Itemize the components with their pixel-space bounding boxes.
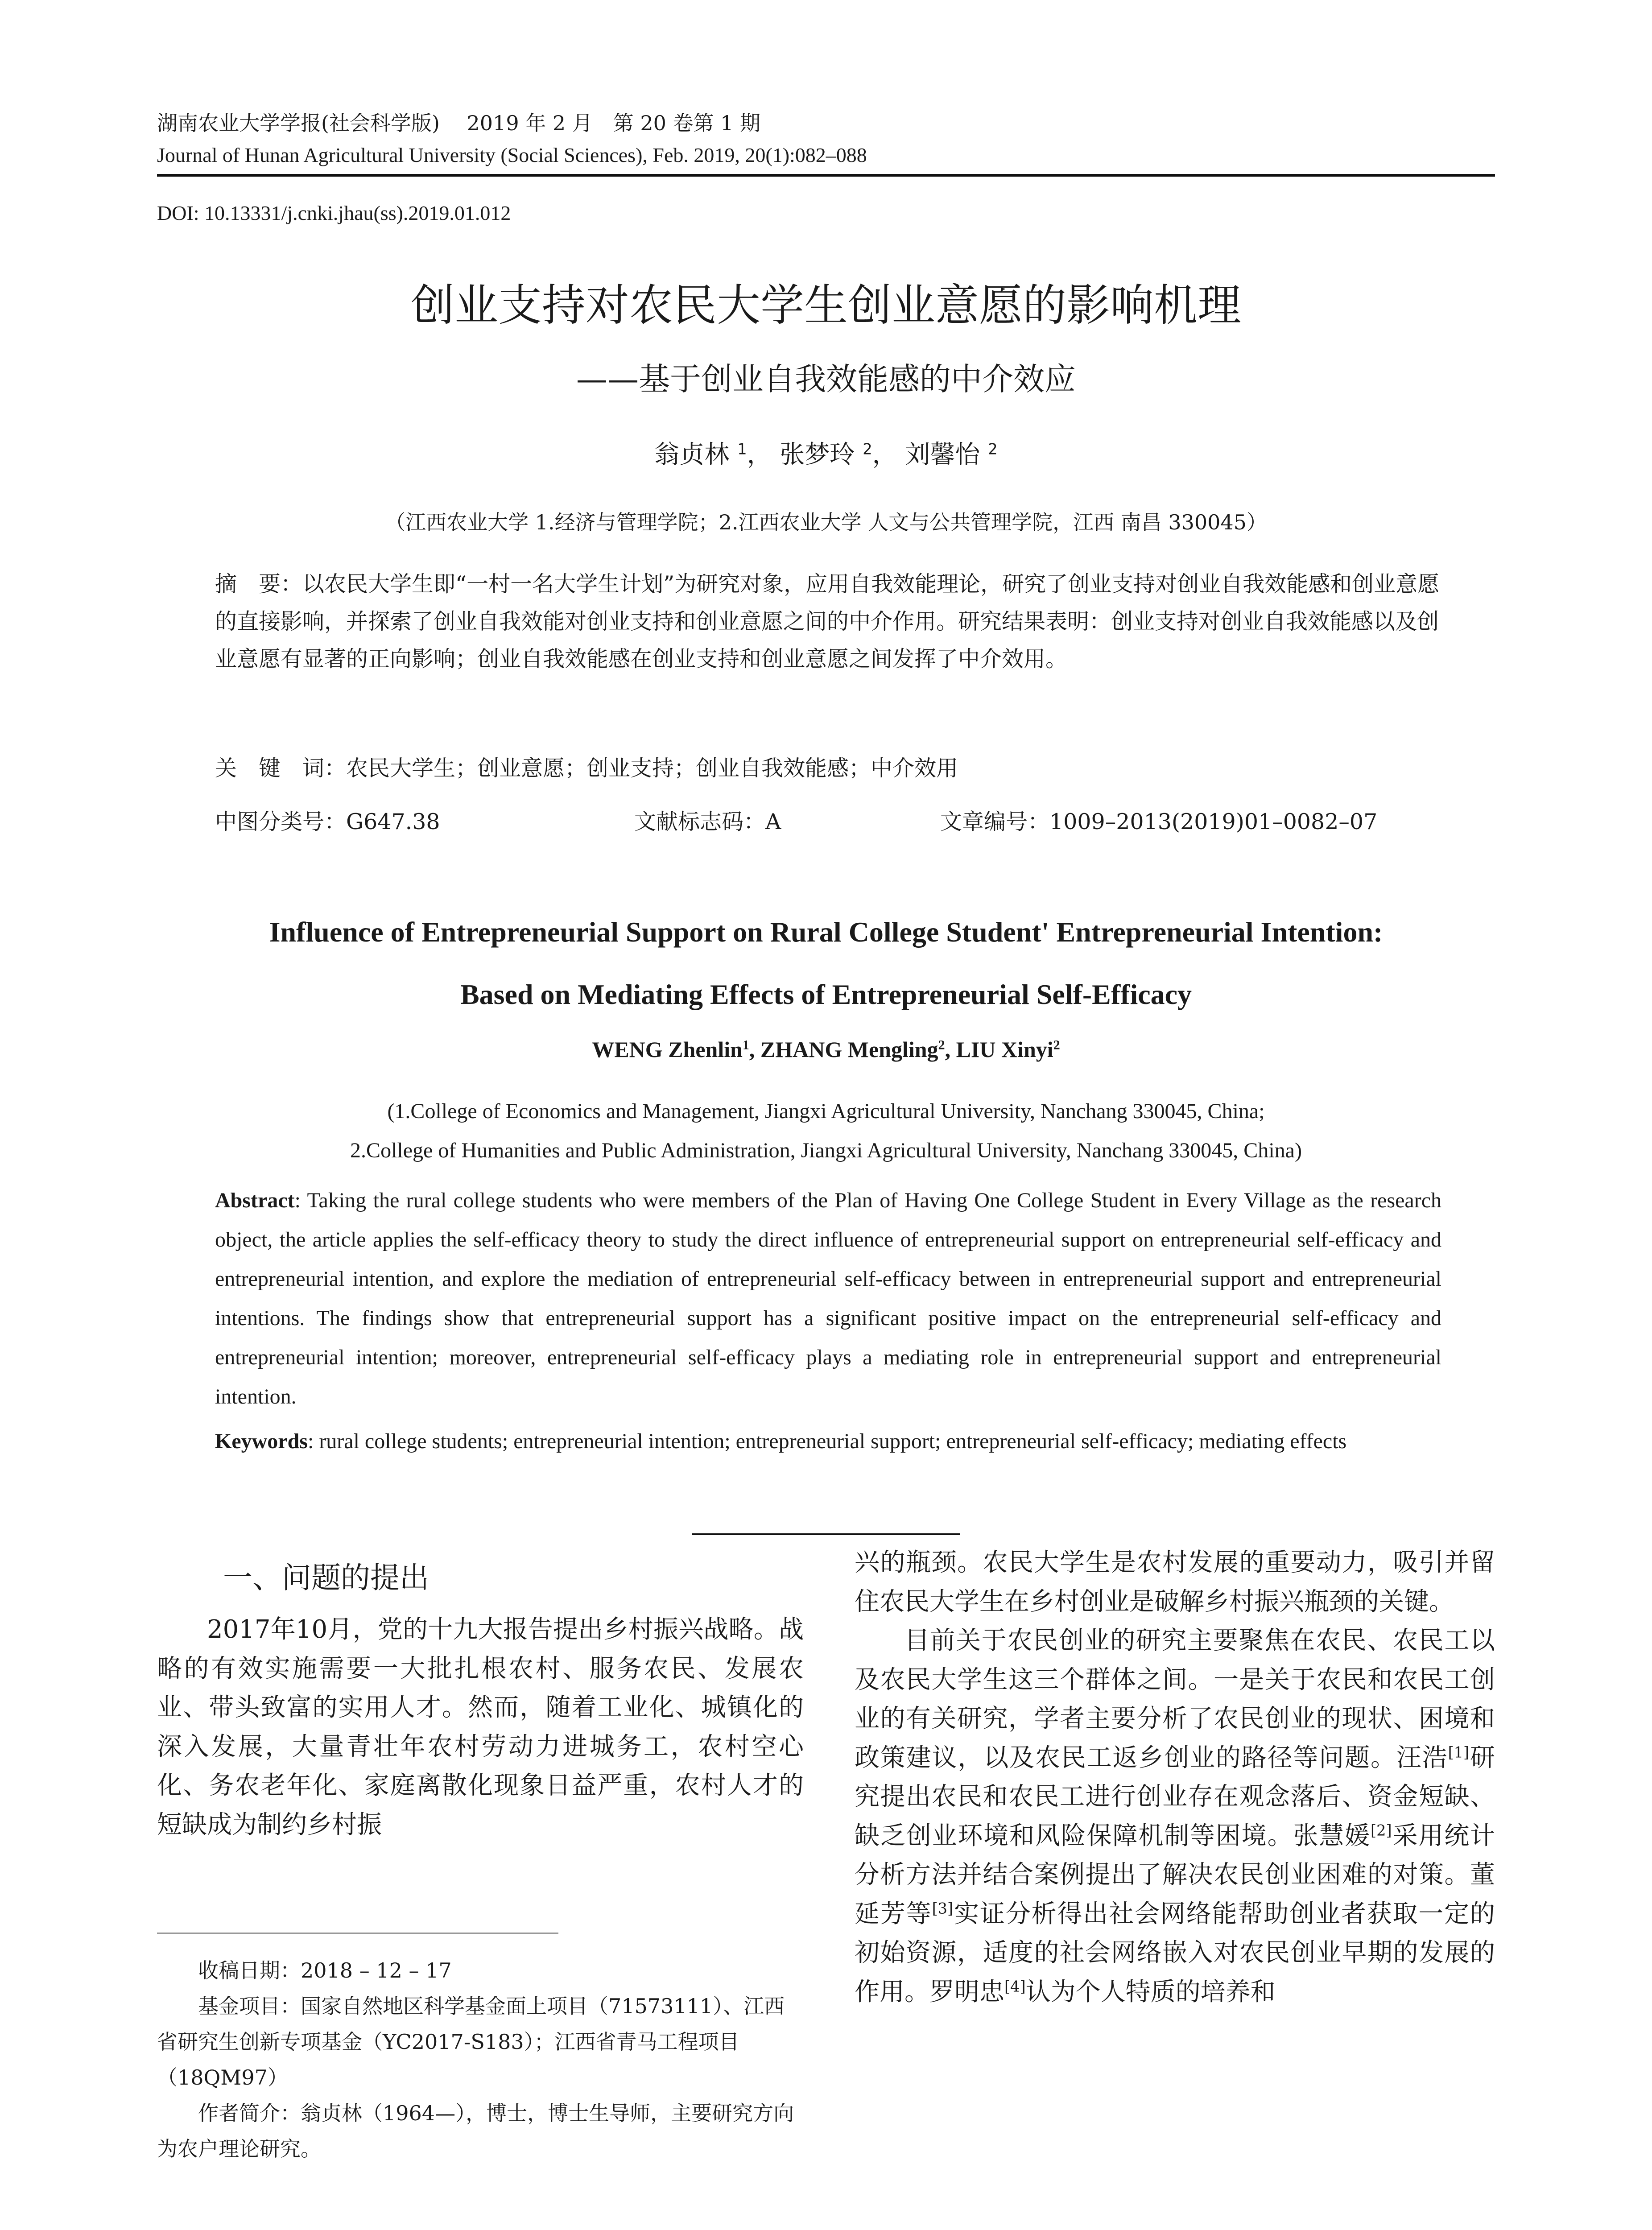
citation-mark: [4] xyxy=(1004,1977,1026,1995)
citation-mark: [3] xyxy=(932,1899,954,1917)
abstract-en xyxy=(215,1181,1441,1416)
abstract-label-en: Abstract xyxy=(215,1189,295,1212)
keywords-en xyxy=(215,1422,1441,1461)
keywords-text-en: : rural college students; entrepreneurial intention; entrepreneurial support; entrepreneurial self-efficacy; mediating effects xyxy=(307,1429,1347,1453)
paragraph-text: 实证分析得出社会网络能帮助创业者获取一定的初始资源，适度的社会网络嵌入对农民创业早期的发展的作用。罗明忠 xyxy=(855,1899,1495,2007)
title-en-line: Influence of Entrepreneurial Support on Rural College Student' Entrepreneurial Intention: xyxy=(269,916,1383,948)
keywords-text-cn: 农民大学生；创业意愿；创业支持；创业自我效能感；中介效用 xyxy=(346,756,958,781)
footnote-text: 翁贞林（1964—），博士，博士生导师，主要研究方向为农户理论研究。 xyxy=(157,2101,794,2161)
author-name: ZHANG Mengling xyxy=(760,1037,938,1062)
author-affil-mark: 2 xyxy=(863,440,872,458)
classification-row xyxy=(215,806,1441,838)
author-affil-mark: 2 xyxy=(1053,1037,1060,1053)
affiliation-en-line: (1.College of Economics and Management, Jiangxi Agricultural University, Nanchang 330045, China; xyxy=(387,1099,1265,1123)
author-separator: , xyxy=(749,1037,760,1062)
paragraph-text: 研究提出农民和农民工进行创业存在观念落后、资金短缺、缺乏创业环境和风险保障机制等困境。张慧媛 xyxy=(855,1743,1495,1850)
affiliation-en xyxy=(157,1092,1495,1170)
abstract-text-en: : Taking the rural college students who were members of the Plan of Having One College Student in Every Village as the research object, the article applies the self-efficacy theory to study the direct influence of entrepreneurial support on entrepreneurial self-efficacy and entrepreneurial intention, and explore the mediation of entrepreneurial self-efficacy between in entrepreneurial support and entrepreneurial intentions. The findings show that entrepreneurial support has a significant positive impact on the entrepreneurial self-efficacy and entrepreneurial intention; moreover, entrepreneurial self-efficacy plays a mediating role in entrepreneurial support and entrepreneurial intention. xyxy=(215,1189,1441,1408)
paragraph-text: 认为个人特质的培养和 xyxy=(1025,1977,1276,2007)
footnote-text: 2018 – 12 – 17 xyxy=(301,1958,452,1982)
abstract-label-cn: 摘 要： xyxy=(215,571,303,597)
author-affil-mark: 1 xyxy=(737,440,747,458)
body-paragraph: 2017年10月，党的十九大报告提出乡村振兴战略。战略的有效实施需要一大批扎根农村、服务农民、发展农业、带头致富的实用人才。然而，随着工业化、城镇化的深入发展，大量青壮年农村劳动力进城务工，农村空心化、务农老年化、家庭离散化现象日益严重，农村人才的短缺成为制约乡村振 xyxy=(157,1615,804,1839)
footnote-text: 国家自然地区科学基金面上项目（71573111）、江西省研究生创新专项基金（YC2017-S183）；江西省青马工程项目（18QM97） xyxy=(157,1994,785,2090)
title-en xyxy=(157,901,1495,1026)
paragraph-text: 采用统计分析方法并结合案例提出了解决农民创业困难的对策。董延芳等 xyxy=(855,1821,1495,1929)
citation-mark: [1] xyxy=(1448,1743,1470,1761)
author-separator: ， xyxy=(747,440,772,469)
footnote-rule xyxy=(157,1933,558,1934)
article-value: 1009–2013(2019)01–0082–07 xyxy=(1049,809,1378,834)
paragraph-text: 目前关于农民创业的研究主要聚焦在农民、农民工以及农民大学生这三个群体之间。一是关于农民和农民工创业的有关研究，学者主要分析了农民创业的现状、困境和政策建议，以及农民工返乡创业的路径等问题。汪浩 xyxy=(855,1626,1495,1772)
doc-label: 文献标志码： xyxy=(634,809,766,834)
author-name: 刘馨怡 xyxy=(905,440,980,469)
section-heading: 一、问题的提出 xyxy=(223,1561,429,1595)
footnote-label: 基金项目： xyxy=(198,1994,301,2018)
clc-number xyxy=(215,806,440,838)
doi: DOI: 10.13331/j.cnki.jhau(ss).2019.01.012 xyxy=(157,202,511,224)
footnote-label: 作者简介： xyxy=(198,2101,301,2125)
author-affil-mark: 1 xyxy=(742,1037,749,1053)
keywords-label-cn: 关 键 词： xyxy=(215,756,347,781)
author-name: 翁贞林 xyxy=(654,440,730,469)
author-name: WENG Zhenlin xyxy=(592,1037,743,1062)
abstract-text-cn: 以农民大学生即“一村一名大学生计划”为研究对象，应用自我效能理论，研究了创业支持对创业自我效能感和创业意愿的直接影响，并探索了创业自我效能对创业支持和创业意愿之间的中介作用。研究结果表明：创业支持对创业自我效能感以及创业意愿有显著的正向影响；创业自我效能感在创业支持和创业意愿之间发挥了中介效用。 xyxy=(215,571,1440,672)
author-affil-mark: 2 xyxy=(988,440,998,458)
section-divider xyxy=(692,1533,960,1535)
title-en-line: Based on Mediating Effects of Entrepreneurial Self-Efficacy xyxy=(460,979,1192,1010)
body-column-left xyxy=(157,1610,804,1844)
authors-en xyxy=(157,1034,1495,1065)
body-paragraph-continued: 兴的瓶颈。农民大学生是农村发展的重要动力，吸引并留住农民大学生在乡村创业是破解乡村振兴瓶颈的关键。 xyxy=(855,1548,1495,1616)
affiliation-cn: （江西农业大学 1.经济与管理学院；2.江西农业大学 人文与公共管理学院，江西 南昌 330045） xyxy=(385,510,1267,534)
body-column-right xyxy=(855,1543,1495,2011)
title-cn: 创业支持对农民大学生创业意愿的影响机理 xyxy=(410,280,1241,331)
body-paragraph xyxy=(855,1621,1495,2011)
author-affil-mark: 2 xyxy=(938,1037,945,1053)
document-code xyxy=(634,806,781,838)
clc-label: 中图分类号： xyxy=(215,809,347,834)
affiliation-en-line: 2.College of Humanities and Public Administration, Jiangxi Agricultural University, Nanchang 330045, China) xyxy=(350,1139,1302,1162)
author-separator: , xyxy=(945,1037,956,1062)
article-label: 文章编号： xyxy=(940,809,1050,834)
footnote-fund xyxy=(157,1988,804,2095)
journal-header-en: Journal of Hunan Agricultural University (Social Sciences), Feb. 2019, 20(1):082–088 xyxy=(157,144,867,166)
citation-mark: [2] xyxy=(1371,1821,1392,1839)
author-name: 张梦玲 xyxy=(780,440,855,469)
clc-value: G647.38 xyxy=(346,809,440,834)
author-separator: ， xyxy=(872,440,897,469)
footnote-label: 收稿日期： xyxy=(198,1958,301,1982)
footnotes xyxy=(157,1953,804,2167)
journal-header-cn: 湖南农业大学学报(社会科学版) 2019 年 2 月 第 20 卷第 1 期 xyxy=(157,111,761,135)
author-name: LIU Xinyi xyxy=(956,1037,1053,1062)
doc-value: A xyxy=(765,809,781,834)
keywords-label-en: Keywords xyxy=(215,1429,308,1453)
header-rule xyxy=(157,174,1495,177)
subtitle-cn: ——基于创业自我效能感的中介效应 xyxy=(576,361,1076,397)
footnote-author xyxy=(157,2095,804,2167)
keywords-cn xyxy=(215,753,1441,784)
footnote-received xyxy=(157,1953,804,1988)
abstract-cn xyxy=(215,566,1441,678)
article-number xyxy=(940,806,1377,838)
authors-cn xyxy=(157,437,1495,473)
